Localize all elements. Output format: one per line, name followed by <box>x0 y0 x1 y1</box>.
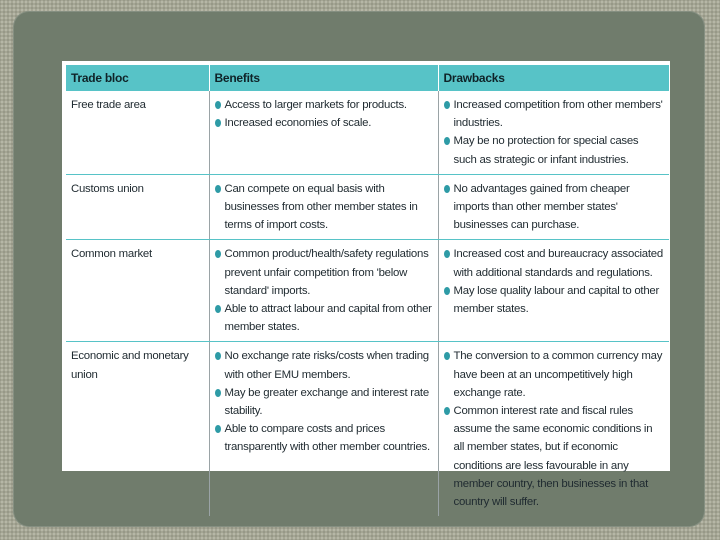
benefits-cell <box>209 240 438 342</box>
bullet-icon <box>215 305 221 313</box>
trade-bloc-name: Economic and monetary union <box>66 342 209 516</box>
benefits-cell <box>209 91 438 174</box>
benefit-item: May be greater exchange and interest rate stability. <box>215 384 433 420</box>
drawbacks-cell <box>438 174 669 240</box>
benefit-item: Access to larger markets for products. <box>215 96 433 114</box>
header-trade-bloc: Trade bloc <box>66 65 209 91</box>
drawback-item: No advantages gained from cheaper imports than other member states' businesses can purchase. <box>444 180 665 235</box>
drawbacks-cell <box>438 342 669 516</box>
drawback-item: May lose quality labour and capital to other member states. <box>444 282 665 318</box>
trade-bloc-name: Customs union <box>66 174 209 240</box>
drawback-item: Increased competition from other members' industries. <box>444 96 665 132</box>
bullet-icon <box>215 101 221 109</box>
header-drawbacks: Drawbacks <box>438 65 669 91</box>
bullet-icon <box>444 287 450 295</box>
bullet-icon <box>215 185 221 193</box>
bullet-icon <box>444 407 450 415</box>
drawback-item: The conversion to a common currency may have been at an uncompetitively high exchange rate. <box>444 347 665 402</box>
drawbacks-cell <box>438 240 669 342</box>
bullet-icon <box>215 352 221 360</box>
bullet-icon <box>444 250 450 258</box>
bullet-icon <box>215 250 221 258</box>
bullet-icon <box>215 425 221 433</box>
benefits-cell <box>209 342 438 516</box>
bullet-icon <box>444 352 450 360</box>
benefits-cell <box>209 174 438 240</box>
table-row <box>66 174 669 240</box>
drawbacks-cell <box>438 91 669 174</box>
benefit-item: No exchange rate risks/costs when trading with other EMU members. <box>215 347 433 383</box>
table-row <box>66 342 669 516</box>
benefit-item: Increased economies of scale. <box>215 114 433 132</box>
bullet-icon <box>215 389 221 397</box>
table-image <box>62 61 670 509</box>
trade-bloc-name: Common market <box>66 240 209 342</box>
trade-bloc-name: Free trade area <box>66 91 209 174</box>
drawback-item: Increased cost and bureaucracy associated with additional standards and regulations. <box>444 245 665 281</box>
benefit-item: Able to attract labour and capital from other member states. <box>215 300 433 336</box>
header-benefits: Benefits <box>209 65 438 91</box>
benefit-item: Can compete on equal basis with businesses from other member states in terms of import costs. <box>215 180 433 235</box>
table-row <box>66 240 669 342</box>
drawback-item: Common interest rate and fiscal rules assume the same economic conditions in all member states, but if economic conditions are less favourable in any member country, then businesses in that country will suffer. <box>444 402 665 511</box>
drawback-item: May be no protection for special cases such as strategic or infant industries. <box>444 132 665 168</box>
bullet-icon <box>444 137 450 145</box>
table-header-row <box>66 65 669 91</box>
bullet-icon <box>215 119 221 127</box>
benefit-item: Able to compare costs and prices transparently with other member countries. <box>215 420 433 456</box>
trade-bloc-table <box>66 65 669 516</box>
bullet-icon <box>444 185 450 193</box>
benefit-item: Common product/health/safety regulations prevent unfair competition from 'below standard' imports. <box>215 245 433 300</box>
bullet-icon <box>444 101 450 109</box>
table-row <box>66 91 669 174</box>
